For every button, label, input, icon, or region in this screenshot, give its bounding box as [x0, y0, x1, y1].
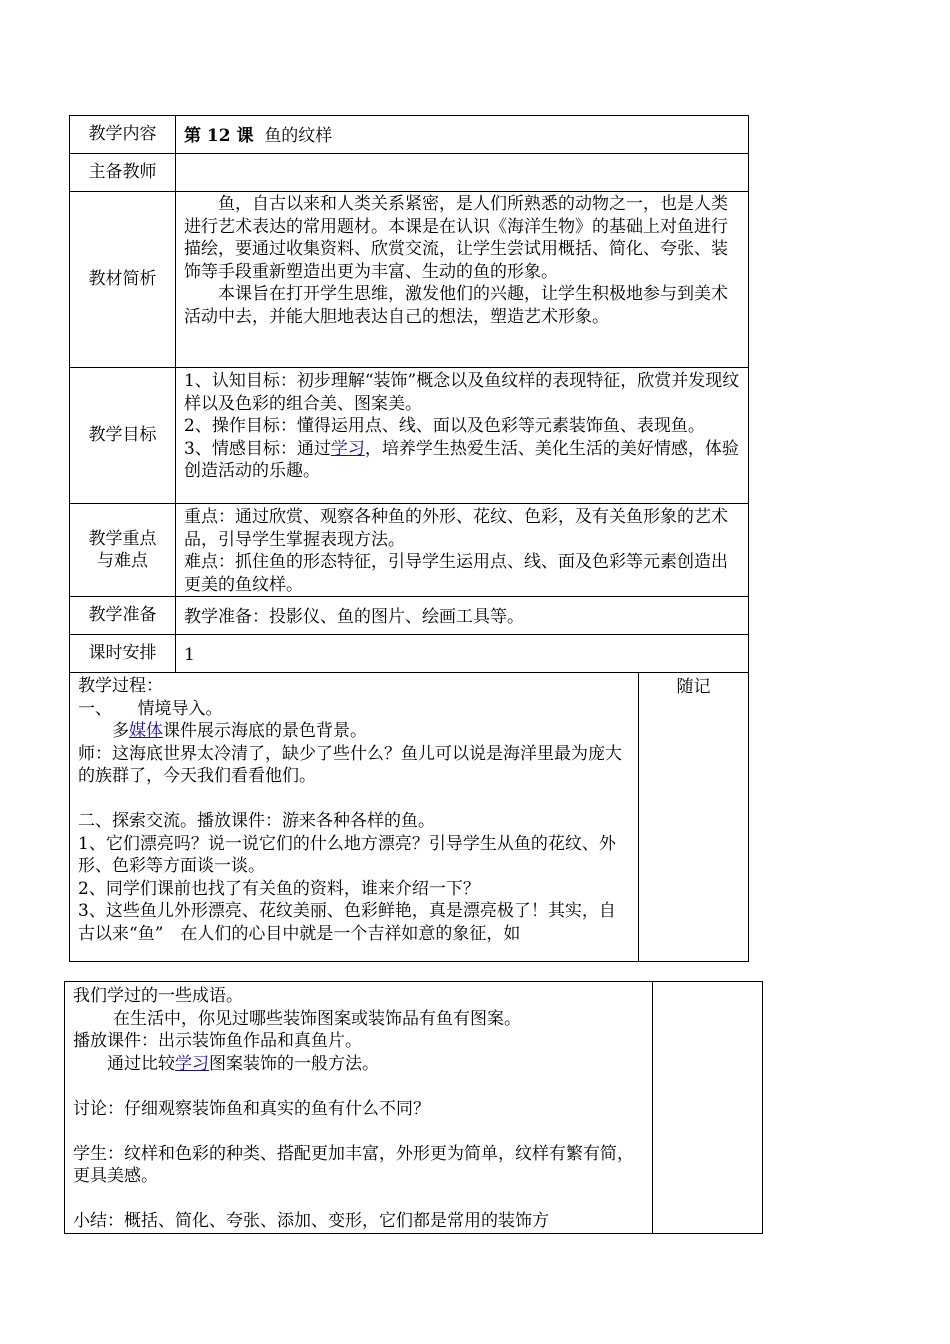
cont-line-4: 通过比较学习图案装饰的一般方法。 [107, 1053, 379, 1074]
lesson-title-cell [176, 116, 749, 154]
cont-line-6: 学生：纹样和色彩的种类、搭配更加丰富，外形更为简单，纹样有繁有简，更具美感。 [73, 1143, 634, 1186]
analysis-text [176, 192, 749, 368]
cont-line-2: 在生活中，你见过哪些装饰图案或装饰品有鱼有图案。 [113, 1008, 521, 1029]
notes-label: 随记 [639, 673, 749, 962]
analysis-paragraph-1: 鱼，自古以来和人类关系紧密，是人们所熟悉的动物之一，也是人类进行艺术表达的常用题材。本课是在认识《海洋生物》的基础上对鱼进行描绘，要通过收集资料、欣赏交流，让学生尝试用概括、简化、夸张、装饰等手段重新塑造出更为丰富、生动的鱼的形象。 [184, 194, 728, 282]
study-link-2[interactable]: 学习 [175, 1053, 209, 1074]
lesson-plan-table [69, 115, 749, 962]
section-1: 一、 情境导入。 [78, 698, 223, 719]
row-label-analysis: 教材简析 [70, 192, 176, 368]
cont-line-1: 我们学过的一些成语。 [73, 986, 243, 1006]
notes-column [653, 982, 763, 1234]
teacher-value [176, 154, 749, 192]
continuation-text [65, 982, 653, 1234]
difficulty-point: 难点：抓住鱼的形态特征，引导学生运用点、线、面及色彩等元素创造出更美的鱼纹样。 [184, 552, 728, 595]
continuation-table [64, 981, 763, 1234]
row-label-content: 教学内容 [70, 116, 176, 154]
study-link[interactable]: 学习 [330, 438, 365, 459]
lesson-number: 第 12 课 [184, 125, 254, 146]
goals-text [176, 368, 749, 504]
key-point: 重点：通过欣赏、观察各种鱼的外形、花纹、色彩，及有关鱼形象的艺术品，引导学生掌握表现方法。 [184, 507, 728, 550]
schedule-value: 1 [176, 635, 749, 673]
cont-line-5: 讨论：仔细观察装饰鱼和真实的鱼有什么不同？ [73, 1098, 430, 1119]
cont-line-7: 小结：概括、简化、夸张、添加、变形，它们都是常用的装饰方 [73, 1211, 549, 1231]
question-1: 1、它们漂亮吗？说一说它们的什么地方漂亮？引导学生从鱼的花纹、外形、色彩等方面谈一谈。 [78, 833, 616, 876]
row-label-schedule: 课时安排 [70, 635, 176, 673]
row-label-prep: 教学准备 [70, 597, 176, 635]
row-label-goals: 教学目标 [70, 368, 176, 504]
lesson-title: 鱼的纹样 [264, 125, 333, 146]
goal-2: 2、操作目标：懂得运用点、线、面以及色彩等元素装饰鱼、表现鱼。 [184, 416, 705, 436]
goal-1: 1、认知目标：初步理解“装饰”概念以及鱼纹样的表现特征，欣赏并发现纹样以及色彩的组合美、图案美。 [184, 371, 740, 414]
row-label-keypoints: 教学重点 与难点 [70, 504, 176, 597]
question-3: 3、这些鱼儿外形漂亮、花纹美丽、色彩鲜艳，真是漂亮极了！其实，自古以来“鱼” 在人们的心目中就是一个吉祥如意的象征，如 [78, 901, 616, 944]
prep-value: 教学准备：投影仪、鱼的图片、绘画工具等。 [176, 597, 749, 635]
cont-line-3: 播放课件：出示装饰鱼作品和真鱼片。 [73, 1031, 362, 1051]
analysis-paragraph-2: 本课旨在打开学生思维，激发他们的兴趣，让学生积极地参与到美术活动中去，并能大胆地表达自己的想法，塑造艺术形象。 [184, 284, 728, 327]
goal-3: 3、情感目标：通过学习，培养学生热爱生活、美化生活的美好情感，体验创造活动的乐趣。 [184, 438, 739, 481]
section-1-media: 多媒体课件展示海底的景色背景。 [112, 721, 367, 741]
process-text [70, 673, 639, 962]
process-title: 教学过程： [78, 676, 163, 696]
section-2: 二、探索交流。播放课件：游来各种各样的鱼。 [78, 811, 435, 831]
question-2: 2、同学们课前也找了有关鱼的资料，谁来介绍一下？ [78, 878, 480, 899]
section-1-teacher: 师：这海底世界太冷清了，缺少了些什么？鱼儿可以说是海洋里最为庞大的族群了，今天我们看看他们。 [78, 743, 622, 786]
keypoints-text [176, 504, 749, 597]
media-link[interactable]: 媒体 [129, 721, 163, 741]
row-label-teacher: 主备教师 [70, 154, 176, 192]
